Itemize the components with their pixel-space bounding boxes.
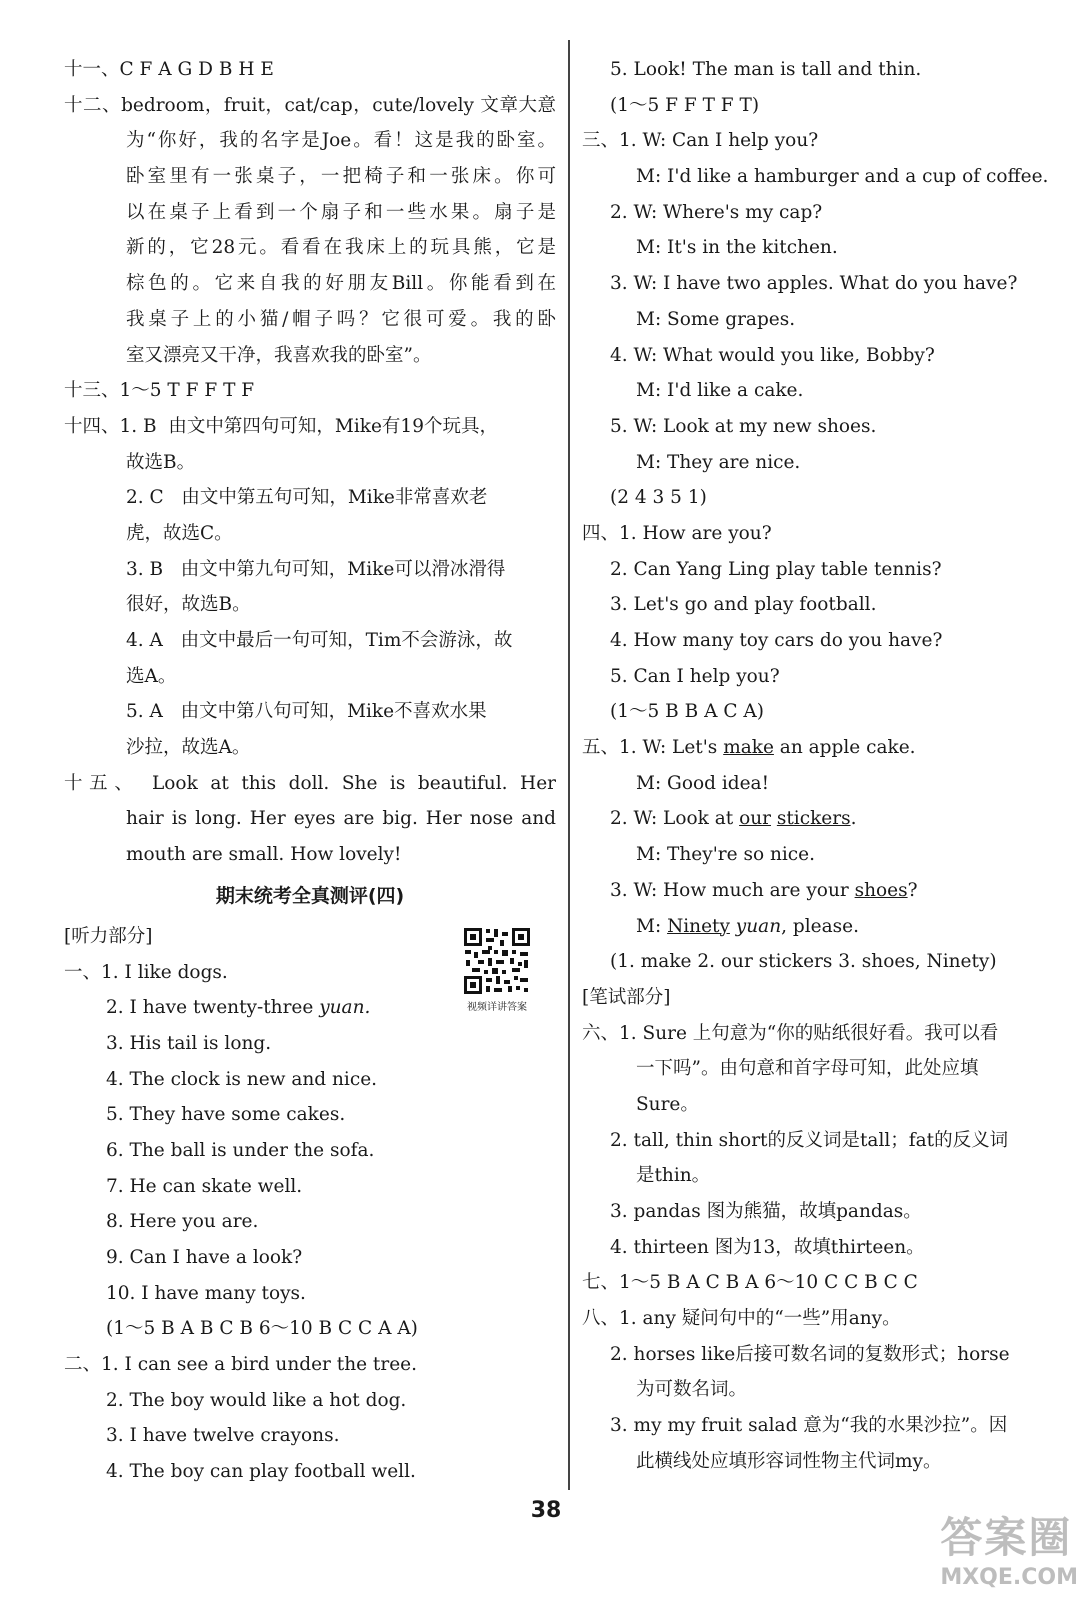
answer-15	[64, 766, 556, 873]
answer-1	[64, 955, 556, 1348]
watermark-url: MXQE.COM	[940, 1565, 1078, 1590]
answer-12-line: 我桌子上的小猫/帽子吗？它很可爱。我的卧	[126, 308, 556, 330]
listen-item: 4. The boy can play football well.	[106, 1461, 416, 1483]
listen-answers: (1～5 B A B C B 6～10 B C C A A)	[106, 1318, 418, 1340]
dialog-text: .	[850, 808, 857, 830]
listen-item: 3. Let's go and play football.	[610, 594, 877, 616]
listen-item: 4. How many toy cars do you have?	[610, 630, 943, 651]
explain-line: Sure。	[636, 1093, 699, 1115]
explain-line: 此横线处应填形容词性物主代词my。	[636, 1450, 942, 1472]
answer-15-line: 十五、 Look at this doll. She is beautiful. Her	[64, 772, 556, 794]
explain-line: 2. horses like后接可数名词的复数形式；horse	[610, 1343, 1010, 1365]
answer-2	[64, 1347, 556, 1490]
answer-12-line: 棕色的。它来自我的好朋友Bill。你能看到在	[126, 273, 556, 295]
qr-caption: 视频详讲答案	[467, 1002, 527, 1013]
listen-item: 二、1. I can see a bird under the tree.	[64, 1354, 417, 1376]
answer-12-line: 室又漂亮又干净，我喜欢我的卧室”。	[126, 344, 432, 366]
explain-line: 为可数名词。	[636, 1379, 748, 1401]
listen-item: 4. The clock is new and nice.	[106, 1068, 378, 1090]
answer-15-line: mouth are small. How lovely!	[126, 844, 402, 866]
dialog-line	[582, 909, 1062, 945]
listen-item: 四、1. How are you?	[582, 522, 772, 544]
dialog-blank: stickers	[776, 808, 851, 830]
listen-item: 10. I have many toys.	[106, 1282, 306, 1304]
listen-item: 一、1. I like dogs.	[64, 961, 228, 983]
answer-14-num: 3. B	[126, 558, 164, 580]
answer-12-line: 以在桌子上看到一个扇子和一些水果。扇子是	[126, 201, 556, 223]
dialog-text: M:	[636, 915, 668, 937]
listen-item: 7. He can skate well.	[106, 1175, 303, 1197]
dialog-line: M: They're so nice.	[636, 844, 816, 866]
explain-line: 六、1. Sure 上句意为“你的贴纸很好看。我可以看	[582, 1022, 999, 1044]
answer-14-num: 4. A	[126, 630, 163, 651]
dialog-text: 3. W: How much are your	[610, 879, 855, 901]
answer-14-text: 由文中第五句可知，Mike非常喜欢老	[181, 487, 488, 509]
dialog-text: , please.	[781, 915, 859, 937]
answer-14-cont: 很好，故选B。	[126, 594, 251, 616]
explain-line: 八、1. any 疑问句中的“一些”用any。	[582, 1308, 901, 1330]
explain-line: 一下吗”。由句意和首字母可知，此处应填	[636, 1058, 979, 1080]
dialog-line: M: I'd like a cake.	[636, 380, 804, 402]
dialog-text: an apple cake.	[773, 737, 916, 759]
dialog-line: M: They are nice.	[636, 451, 801, 473]
answer-14-text: 由文中第四句可知，Mike有19个玩具，	[168, 415, 498, 437]
answer-8	[582, 1301, 1062, 1479]
writing-label: [笔试部分]	[582, 986, 671, 1008]
explain-line: 是thin。	[636, 1165, 711, 1187]
answer-6	[582, 1016, 1062, 1266]
answer-14	[64, 409, 556, 766]
dialog-line: M: Some grapes.	[636, 308, 796, 330]
answer-12-line: 新的，它28元。看看在我床上的玩具熊，它是	[126, 237, 556, 259]
answer-14-cont: 沙拉，故选A。	[126, 737, 251, 759]
answer-15-line: hair is long. Her eyes are big. Her nose and	[126, 808, 556, 830]
listen-item: 9. Can I have a look?	[106, 1247, 303, 1268]
listen-item: 6. The ball is under the sofa.	[106, 1139, 375, 1161]
watermark-logo: 答案圈	[940, 1513, 1073, 1562]
listen-item: 5. Can I help you?	[610, 665, 780, 687]
listen-item: 3. I have twelve crayons.	[106, 1425, 340, 1447]
listen-item: 3. His tail is long.	[106, 1032, 272, 1054]
qr-code-icon	[462, 926, 532, 996]
listen-item: 2. The boy would like a hot dog.	[106, 1389, 407, 1411]
listen-item: 8. Here you are.	[106, 1211, 259, 1233]
answer-14-text: 由文中第八句可知，Mike不喜欢水果	[180, 701, 487, 723]
answer-14-cont: 故选B。	[126, 451, 196, 473]
qr-code[interactable]	[462, 926, 532, 1013]
listen-item: 5. They have some cakes.	[106, 1104, 346, 1126]
dialog-blank: shoes	[854, 879, 908, 901]
answer-14-cont: 选A。	[126, 665, 177, 687]
dialog-line: 3. W: I have two apples. What do you have?	[610, 273, 1018, 295]
answer-14-text: 由文中最后一句可知，Tim不会游泳，故	[180, 630, 513, 651]
dialog-line: 三、1. W: Can I help you?	[582, 130, 819, 152]
answer-3	[582, 123, 1062, 516]
dialog-text: 五、1. W: Let's	[582, 737, 724, 759]
answer-12-line: 为“你好，我的名字是Joe。看！这是我的卧室。	[126, 130, 556, 152]
dialog-text: 2. W: Look at	[610, 808, 740, 830]
answer-5	[582, 730, 1062, 980]
listening-label: [听力部分]	[64, 925, 153, 947]
answer-14-num: 5. A	[126, 701, 163, 723]
explain-line: 4. thirteen 图为13，故填thirteen。	[610, 1236, 925, 1258]
explain-line: 3. pandas 图为熊猫，故填pandas。	[610, 1201, 922, 1222]
explain-line: 3. my my fruit salad 意为“我的水果沙拉”。因	[610, 1415, 1008, 1437]
answer-14-cont: 虎，故选C。	[126, 522, 233, 544]
answer-14-text: 由文中第九句可知，Mike可以滑冰滑得	[180, 558, 506, 580]
answer-14-num: 2. C	[126, 487, 164, 509]
page-number: 38	[530, 1498, 562, 1523]
dialog-line	[582, 730, 1062, 766]
listen-item-text: 2. I have twenty-three	[106, 997, 320, 1019]
answer-12	[64, 88, 556, 374]
dialog-blank: Ninety	[667, 915, 730, 937]
column-divider	[568, 40, 570, 1490]
left-column	[64, 52, 556, 1490]
dialog-line: 4. W: What would you like, Bobby?	[610, 344, 935, 366]
dialog-line: M: I'd like a hamburger and a cup of coffee.	[636, 166, 1049, 188]
dialog-line: M: It's in the kitchen.	[636, 237, 838, 259]
answer-14-num: 十四、1. B	[64, 415, 157, 437]
listen-answers: (1～5 B B A C A)	[610, 701, 764, 723]
listen-item-yuan: yuan.	[319, 997, 371, 1019]
dialog-blank: make	[723, 737, 774, 759]
listen-item: 2. Can Yang Ling play table tennis?	[610, 558, 942, 580]
right-column	[582, 52, 1062, 1480]
dialog-line: 5. W: Look at my new shoes.	[610, 415, 877, 437]
answer-7: 七、1～5 B A C B A 6～10 C C B C C	[582, 1272, 918, 1294]
listen-answers: (2 4 3 5 1)	[610, 487, 707, 509]
dialog-blank: our	[739, 808, 771, 830]
dialog-line: M: Good idea!	[636, 772, 770, 794]
answer-11: 十一、C F A G D B H E	[64, 59, 274, 80]
answer-4	[582, 516, 1062, 730]
listen-answers: (1～5 F F T F T)	[610, 94, 760, 116]
answer-12-line: 十二、bedroom，fruit，cat/cap，cute/lovely 文章大意	[64, 94, 556, 116]
section-title: 期末统考全真测评(四)	[215, 884, 405, 907]
dialog-text: yuan	[729, 915, 782, 937]
dialog-line: 2. W: Where's my cap?	[610, 201, 823, 223]
answer-12-line: 卧室里有一张桌子，一把椅子和一张床。你可	[126, 166, 556, 188]
answer-13: 十三、1～5 T F F T F	[64, 380, 255, 402]
listen-answers: (1. make 2. our stickers 3. shoes, Ninety)	[610, 951, 997, 973]
watermark	[940, 1505, 1078, 1590]
dialog-line	[582, 801, 1062, 837]
dialog-text: ?	[907, 879, 918, 901]
explain-line: 2. tall, thin short的反义词是tall；fat的反义词	[610, 1129, 1009, 1151]
listen-item: 5. Look! The man is tall and thin.	[610, 59, 922, 80]
dialog-line	[582, 873, 1062, 909]
